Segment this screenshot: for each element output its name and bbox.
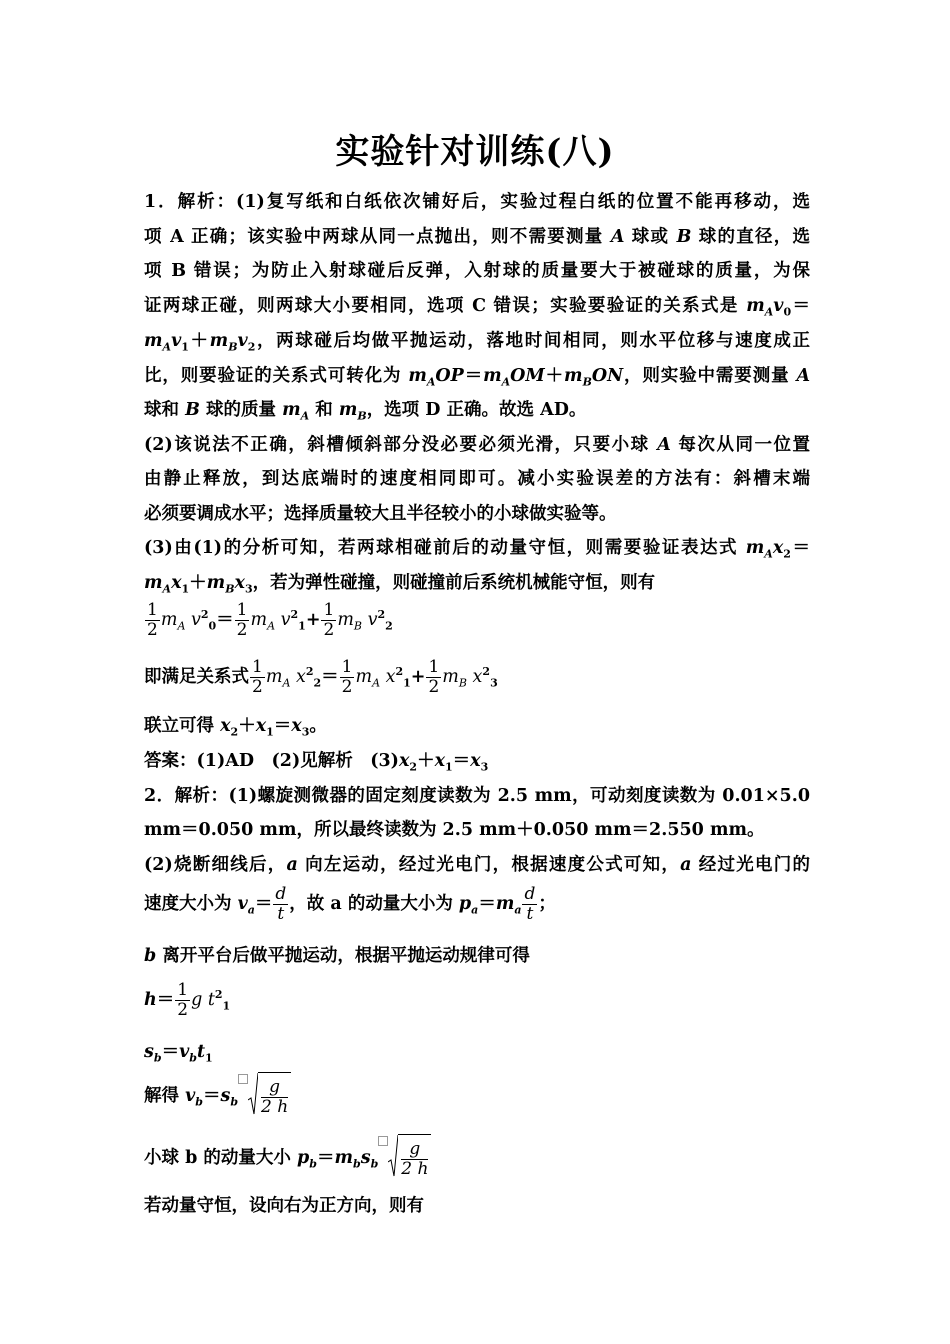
equation-pb: 小球 b 的动量大小 $p_b=m_bs_b$ $\frac{g}{2 h}$	[144, 1134, 810, 1183]
q1-line-4: 证两球正碰，则两球大小要相同，选项 C 错误；实验要验证的关系式是 $m_Av_0=$	[144, 296, 810, 319]
page-title: 实验针对训练(八)	[335, 132, 615, 172]
placeholder-box	[238, 1074, 248, 1084]
q2-line-5: b 离开平台后做平抛运动，根据平抛运动规律可得	[144, 946, 530, 966]
q1-line-6: 比，则要验证的关系式可转化为 $m_AOP=m_AOM+m_BON$，则实验中需要测量 A	[144, 366, 811, 389]
q1-line-1: 1．解析：(1)复写纸和白纸依次铺好后，实验过程白纸的位置不能再移动，选	[144, 192, 810, 212]
solve-prefix: 解得	[144, 1086, 179, 1106]
q1-line-8: (2)该说法不正确，斜槽倾斜部分没必要必须光滑，只要小球 A 每次从同一位置	[144, 435, 811, 455]
sqrt-expression: $\frac{g}{2 h}$	[248, 1072, 291, 1121]
momentum-prefix: ，故 a 的动量大小为	[289, 894, 453, 914]
equation-prefix: 即满足关系式	[144, 667, 249, 687]
equation-energy: $\frac{1}{2}$ $m_A$ $v^2_0=$ $\frac{1}{2}$ $m_A$ $v^2_1+$ $\frac{1}{2}$ $m_B$ $v^2_2$	[147, 600, 393, 640]
q1-line-10: 必须要调成水平；选择质量较大且半径较小的小球做实验等。	[144, 504, 617, 524]
q1-line-2: 项 A 正确；该实验中两球从同一点抛出，则不需要测量 A 球或 B 球的直径，选	[144, 227, 810, 247]
q2-line-1: 2．解析：(1)螺旋测微器的固定刻度读数为 2.5 mm，可动刻度读数为 0.01×5.0	[144, 786, 810, 806]
q2-line-4: 速度大小为 $v_a=$ $\frac{d}{t}$ ，故 a 的动量大小为 $p_a=m_a$ $\frac{d}{t}$ ；	[144, 884, 556, 924]
q1-line-9: 由静止释放，到达底端时的速度相同即可。减小实验误差的方法有：斜槽末端	[144, 469, 810, 489]
q1-line-5: $m_Av_1+m_Bv_2$，两球碰后均做平抛运动，落地时间相同，则水平位移与速度成正	[144, 331, 811, 354]
equation-vb: 解得 $v_b=s_b$ $\frac{g}{2 h}$	[144, 1072, 810, 1121]
q1-line-7: 球和 B 球的质量 $m_A$ 和 $m_B$，选项 D 正确。故选 AD。	[144, 400, 587, 423]
equation-height: h＝ $\frac{1}{2}$ g $t^2_1$	[144, 980, 231, 1020]
sqrt-expression: $\frac{g}{2 h}$	[388, 1134, 431, 1183]
equation-distance: $s_b=v_bt_1$	[144, 1042, 213, 1065]
q1-line-3: 项 B 错误；为防止入射球碰后反弹，入射球的质量要大于被碰球的质量，为保	[144, 261, 810, 281]
q2-line-2: mm＝0.050 mm，所以最终读数为 2.5 mm＋0.050 mm＝2.550 mm。	[144, 820, 765, 840]
q1-line-11: (3)由(1)的分析可知，若两球相碰前后的动量守恒，则需要验证表达式 $m_Ax_2=$	[144, 538, 810, 561]
equation-displacement: 即满足关系式 $\frac{1}{2}$ $m_A$ $x^2_2=$ $\frac{1}{2}$ $m_A$ $x^2_1+$ $\frac{1}{2}$ $m_B$ $x^2_3$	[144, 657, 498, 697]
q2-line-10: 若动量守恒，设向右为正方向，则有	[144, 1196, 424, 1216]
placeholder-box	[378, 1136, 388, 1146]
momentum-b-prefix: 小球 b 的动量大小	[144, 1148, 291, 1168]
q1-line-14: 联立可得 $x_2+x_1=x_3$。	[144, 716, 327, 739]
q1-answer: 答案：(1)AD (2)见解析 $(3)x_2+x_1=x_3$	[144, 751, 489, 774]
q2-line-3: (2)烧断细线后，a 向左运动，经过光电门，根据速度公式可知，a 经过光电门的	[144, 855, 810, 875]
q1-line-12: $m_Ax_1+m_Bx_3$，若为弹性碰撞，则碰撞前后系统机械能守恒，则有	[144, 573, 656, 596]
velocity-prefix: 速度大小为	[144, 894, 232, 914]
